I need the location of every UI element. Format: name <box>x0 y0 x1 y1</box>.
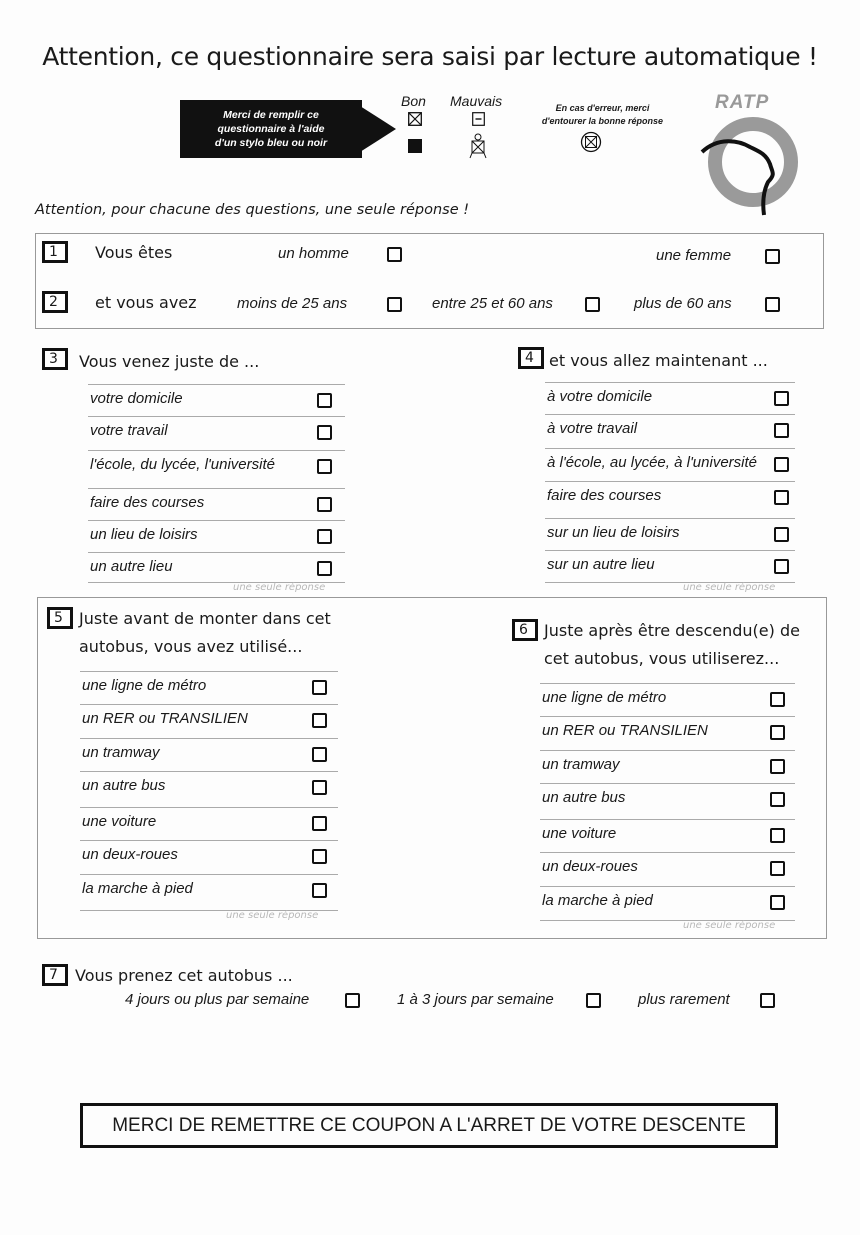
option-label: une ligne de métro <box>82 677 207 694</box>
checkbox-q4-2[interactable] <box>774 457 789 472</box>
row-divider <box>545 550 795 551</box>
row-divider <box>545 382 795 383</box>
option-label: votre travail <box>90 422 168 439</box>
checkbox-q6-6[interactable] <box>770 895 785 910</box>
question-label: et vous allez maintenant ... <box>549 351 768 370</box>
row-divider <box>80 738 338 739</box>
question-label: Vous êtes <box>95 243 173 262</box>
checkbox-age-0[interactable] <box>387 297 402 312</box>
overdrawn-box-icon <box>469 133 487 159</box>
option-label: 4 jours ou plus par semaine <box>125 991 310 1008</box>
row-divider <box>540 819 795 820</box>
option-label: un tramway <box>82 744 160 761</box>
row-divider <box>540 852 795 853</box>
instruction-text: Attention, pour chacune des questions, une seule réponse ! <box>35 202 470 218</box>
option-label: un lieu de loisirs <box>90 526 198 543</box>
row-divider <box>80 671 338 672</box>
checkbox-age-2[interactable] <box>765 297 780 312</box>
option-label: un autre bus <box>82 777 166 794</box>
ratp-logo-icon <box>698 112 808 217</box>
single-answer-note: une seule réponse <box>683 582 776 593</box>
question-number-q4: 4 <box>518 347 544 369</box>
question-label: Juste avant de monter dans cet <box>79 609 331 628</box>
checkbox-q7-1[interactable] <box>586 993 601 1008</box>
error-instruction <box>530 102 675 128</box>
filled-box-icon <box>408 139 422 153</box>
single-answer-note: une seule réponse <box>233 582 326 593</box>
checkbox-q7-2[interactable] <box>760 993 775 1008</box>
bad-label: Mauvais <box>450 93 503 109</box>
checkbox-q3-5[interactable] <box>317 561 332 576</box>
option-label: un RER ou TRANSILIEN <box>82 710 248 727</box>
page-title: Attention, ce questionnaire sera saisi par lecture automatique ! <box>42 42 818 71</box>
option-label: une ligne de métro <box>542 689 667 706</box>
row-divider <box>545 414 795 415</box>
option-label: l'école, du lycée, l'université <box>90 456 275 473</box>
row-divider <box>545 448 795 449</box>
checkbox-q4-5[interactable] <box>774 559 789 574</box>
option-label: la marche à pied <box>82 880 193 897</box>
question-number-q2: 2 <box>42 291 68 313</box>
row-divider <box>540 716 795 717</box>
option-label: un deux-roues <box>82 846 178 863</box>
pen-note-line: d'un stylo bleu ou noir <box>214 137 328 149</box>
question-number-q5: 5 <box>47 607 73 629</box>
pen-instruction-box <box>180 100 362 158</box>
pen-note-line: Merci de remplir ce <box>223 109 319 121</box>
dash-box-icon <box>472 112 485 126</box>
row-divider <box>88 416 345 417</box>
row-divider <box>545 518 795 519</box>
option-label: un RER ou TRANSILIEN <box>542 722 708 739</box>
checkbox-q6-5[interactable] <box>770 861 785 876</box>
checkbox-q5-2[interactable] <box>312 747 327 762</box>
error-note-line: En cas d'erreur, merci <box>555 103 650 113</box>
row-divider <box>540 783 795 784</box>
single-answer-note: une seule réponse <box>226 910 319 921</box>
option-label: plus de 60 ans <box>634 295 732 312</box>
return-coupon-notice: MERCI DE REMETTRE CE COUPON A L'ARRET DE VOTRE DESCENTE <box>80 1103 778 1148</box>
question-label: Vous prenez cet autobus ... <box>75 966 293 985</box>
question-number-q3: 3 <box>42 348 68 370</box>
option-label: un autre lieu <box>90 558 173 575</box>
option-label: un homme <box>278 245 349 262</box>
option-label: un autre bus <box>542 789 626 806</box>
option-label: faire des courses <box>547 487 662 504</box>
ratp-logo-text: RATP <box>715 92 770 113</box>
row-divider <box>88 384 345 385</box>
checkbox-q6-0[interactable] <box>770 692 785 707</box>
question-label: Juste après être descendu(e) de <box>544 621 800 640</box>
row-divider <box>540 683 795 684</box>
option-label: plus rarement <box>638 991 730 1008</box>
option-label: entre 25 et 60 ans <box>432 295 553 312</box>
crossed-box-icon <box>408 112 422 126</box>
checkbox-q5-3[interactable] <box>312 780 327 795</box>
row-divider <box>80 771 338 772</box>
single-answer-note: une seule réponse <box>683 920 776 931</box>
checkbox-q5-6[interactable] <box>312 883 327 898</box>
row-divider <box>80 704 338 705</box>
checkbox-q4-3[interactable] <box>774 490 789 505</box>
checkbox-q3-0[interactable] <box>317 393 332 408</box>
question-label: autobus, vous avez utilisé... <box>79 637 303 656</box>
checkbox-q6-2[interactable] <box>770 759 785 774</box>
row-divider <box>545 481 795 482</box>
row-divider <box>88 450 345 451</box>
option-label: sur un autre lieu <box>547 556 655 573</box>
question-number-q6: 6 <box>512 619 538 641</box>
error-note-line: d'entourer la bonne réponse <box>541 116 664 126</box>
question-label: et vous avez <box>95 293 197 312</box>
row-divider <box>88 552 345 553</box>
option-label: un deux-roues <box>542 858 638 875</box>
arrow-icon <box>360 106 396 152</box>
option-label: 1 à 3 jours par semaine <box>397 991 554 1008</box>
option-label: à votre domicile <box>547 388 653 405</box>
option-label: votre domicile <box>90 390 183 407</box>
option-label: à l'école, au lycée, à l'université <box>547 454 758 471</box>
checkbox-q6-1[interactable] <box>770 725 785 740</box>
row-divider <box>88 488 345 489</box>
question-number-q7: 7 <box>42 964 68 986</box>
checkbox-un-homme[interactable] <box>387 247 402 262</box>
checkbox-q4-4[interactable] <box>774 527 789 542</box>
option-label: une voiture <box>82 813 157 830</box>
checkbox-q6-4[interactable] <box>770 828 785 843</box>
row-divider <box>540 886 795 887</box>
option-label: la marche à pied <box>542 892 653 909</box>
question-label: Vous venez juste de ... <box>79 352 260 371</box>
question-number-q1: 1 <box>42 241 68 263</box>
checkbox-q5-5[interactable] <box>312 849 327 864</box>
checkbox-q3-1[interactable] <box>317 425 332 440</box>
row-divider <box>80 840 338 841</box>
checkbox-une-femme[interactable] <box>765 249 780 264</box>
checkbox-q5-0[interactable] <box>312 680 327 695</box>
option-label: un tramway <box>542 756 620 773</box>
checkbox-q3-4[interactable] <box>317 529 332 544</box>
option-label: sur un lieu de loisirs <box>547 524 680 541</box>
checkbox-q3-3[interactable] <box>317 497 332 512</box>
option-label: faire des courses <box>90 494 205 511</box>
checkbox-q4-1[interactable] <box>774 423 789 438</box>
option-label: une femme <box>656 247 732 264</box>
option-label: à votre travail <box>547 420 638 437</box>
option-label: moins de 25 ans <box>237 295 348 312</box>
row-divider <box>88 520 345 521</box>
row-divider <box>80 874 338 875</box>
checkbox-age-1[interactable] <box>585 297 600 312</box>
checkbox-q4-0[interactable] <box>774 391 789 406</box>
checkbox-q5-4[interactable] <box>312 816 327 831</box>
checkbox-q6-3[interactable] <box>770 792 785 807</box>
row-divider <box>540 750 795 751</box>
checkbox-q5-1[interactable] <box>312 713 327 728</box>
checkbox-q7-0[interactable] <box>345 993 360 1008</box>
good-label: Bon <box>401 93 426 109</box>
option-label: une voiture <box>542 825 617 842</box>
row-divider <box>80 807 338 808</box>
question-label: cet autobus, vous utiliserez... <box>544 649 780 668</box>
pen-note-line: questionnaire à l'aide <box>217 123 325 135</box>
circled-box-icon <box>580 131 602 153</box>
checkbox-q3-2[interactable] <box>317 459 332 474</box>
